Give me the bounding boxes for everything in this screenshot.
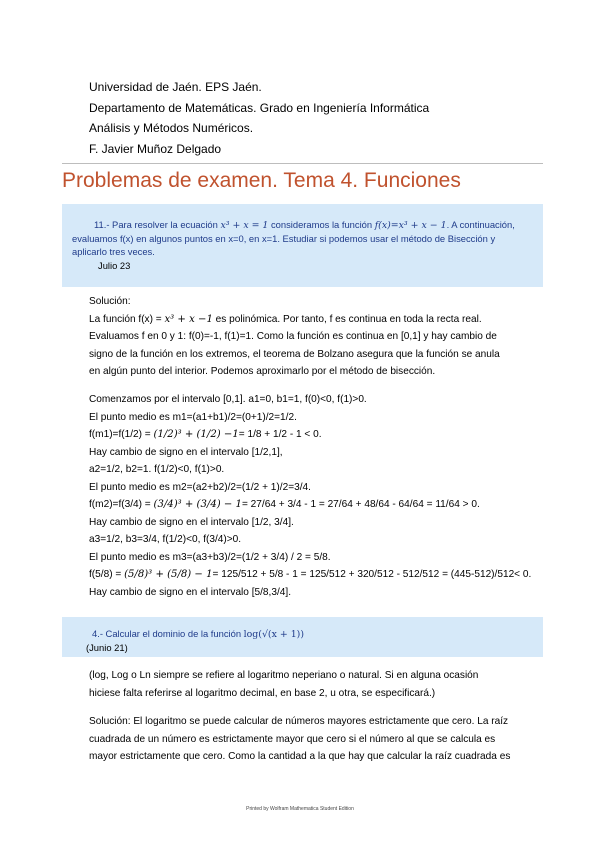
bisection-line11 — [89, 566, 531, 584]
bisection-line9: a3=1/2, b3=3/4, f(1/2)<0, f(3/4)>0. — [89, 534, 242, 545]
bisection-line11-eq: (5/8)³ + (5/8) − 1 — [124, 569, 213, 580]
problem-4-box — [62, 617, 543, 657]
solution-1-label: Solución: — [89, 296, 131, 307]
bisection-line3-b: = 1/8 + 1/2 - 1 < 0. — [238, 429, 322, 440]
bisection-line4: Hay cambio de signo en el intervalo [1/2,1], — [89, 446, 283, 458]
problem-11-box — [62, 204, 543, 287]
solution-1-text-a: La función f(x) = — [89, 313, 165, 325]
header-author: F. Javier Muñoz Delgado — [89, 141, 222, 156]
log-note-line1: (log, Log o Ln siempre se refiere al logaritmo neperiano o natural. Si en alguna ocasión — [89, 670, 479, 681]
bisection-line3-eq: (1/2)³ + (1/2) −1 — [153, 429, 239, 440]
solution-1-line5: en algún punto del interior. Podemos aproximarlo por el método de bisección. — [89, 366, 436, 377]
log-note-line2: hiciese falta referirse al logaritmo decimal, en base 2, u otra, se especificará.) — [89, 687, 436, 699]
bisection-line8: Hay cambio de signo en el intervalo [1/2, 3/4]. — [89, 516, 294, 528]
print-footer: Printed by Wolfram Mathematica Student Edition — [246, 806, 354, 812]
solution-1-line4: signo de la función en los extremos, el teorema de Bolzano asegura que la función se anula — [89, 348, 500, 360]
bisection-line11-b: = 125/512 + 5/8 - 1 = 125/512 + 320/512 - 512/512 = (445-512)/512< 0. — [212, 569, 532, 580]
solution-2 — [89, 713, 510, 766]
bisection-line3 — [89, 426, 531, 444]
header-divider — [62, 163, 543, 164]
bisection-line12: Hay cambio de signo en el intervalo [5/8,3/4]. — [89, 586, 291, 598]
header-university: Universidad de Jaén. EPS Jaén. — [89, 80, 262, 94]
problem-11-text-c: . A continuación, — [446, 219, 515, 230]
bisection-line1: Comenzamos por el intervalo [0,1]. a1=0, b1=1, f(0)<0, f(1)>0. — [89, 394, 367, 405]
log-note — [89, 667, 478, 702]
bisection-steps — [89, 391, 531, 601]
solution-2-line1: Solución: El logaritmo se puede calcular de números mayores estrictamente que cero. La raíz — [89, 716, 509, 727]
bisection-line11-a: f(5/8) = — [89, 569, 125, 580]
page-title: Problemas de examen. Tema 4. Funciones — [62, 169, 461, 192]
bisection-line7 — [89, 496, 531, 514]
problem-11-equation: x³ + x = 1 — [220, 220, 269, 231]
document-header — [89, 77, 429, 159]
problem-4-function: log(√(x + 1)) — [243, 629, 304, 640]
solution-1-line3: Evaluamos f en 0 y 1: f(0)=-1, f(1)=1. Como la función es continua en [0,1] y hay cambio de — [89, 331, 497, 342]
bisection-line10: El punto medio es m3=(a3+b3)/2=(1/2 + 3/4) / 2 = 5/8. — [89, 551, 331, 563]
solution-2-line3: mayor estrictamente que cero. Como la cantidad a la que hay que calcular la raíz cuadrada es — [89, 751, 511, 762]
problem-11-line1 — [72, 218, 537, 232]
problem-11-line2: evaluamos f(x) en algunos puntos en x=0, en x=1. Estudiar si podemos usar el método de Bisección y — [72, 233, 496, 245]
problem-11-text-b: consideramos la función — [268, 219, 375, 230]
bisection-line6: El punto medio es m2=(a2+b2)/2=(1/2 + 1)/2=3/4. — [89, 481, 311, 493]
bisection-line7-a: f(m2)=f(3/4) = — [89, 499, 154, 510]
problem-11-text-a: 11.- Para resolver la ecuación — [94, 219, 221, 230]
problem-11-function: f(x)=x³ + x − 1 — [374, 220, 447, 231]
solution-1-equation: x³ + x −1 — [164, 313, 213, 325]
bisection-line2: El punto medio es m1=(a1+b1)/2=(0+1)/2=1/2. — [89, 411, 297, 423]
header-course: Análisis y Métodos Numéricos. — [89, 121, 254, 135]
bisection-line7-eq: (3/4)³ + (3/4) − 1 — [153, 499, 242, 510]
bisection-line5: a2=1/2, b2=1. f(1/2)<0, f(1)>0. — [89, 464, 225, 475]
header-department: Departamento de Matemáticas. Grado en Ingeniería Informática — [89, 100, 430, 115]
solution-1-line2 — [89, 311, 500, 329]
bisection-line7-b: = 27/64 + 3/4 - 1 = 27/64 + 48/64 - 64/64 = 11/64 > 0. — [241, 499, 480, 510]
solution-2-line2: cuadrada de un número es estrictamente mayor que cero si el número al que se calcula es — [89, 733, 496, 745]
solution-1 — [89, 293, 500, 381]
problem-4-date: (Junio 21) — [86, 642, 128, 653]
problem-11-line3: aplicarlo tres veces. — [72, 246, 155, 258]
problem-4-line1 — [92, 627, 537, 641]
bisection-line3-a: f(m1)=f(1/2) = — [89, 429, 154, 440]
problem-4-text: 4.- Calcular el dominio de la función — [92, 628, 244, 639]
solution-1-text-b: es polinómica. Por tanto, f es continua en toda la recta real. — [212, 313, 482, 325]
problem-11-date: Julio 23 — [98, 259, 131, 271]
